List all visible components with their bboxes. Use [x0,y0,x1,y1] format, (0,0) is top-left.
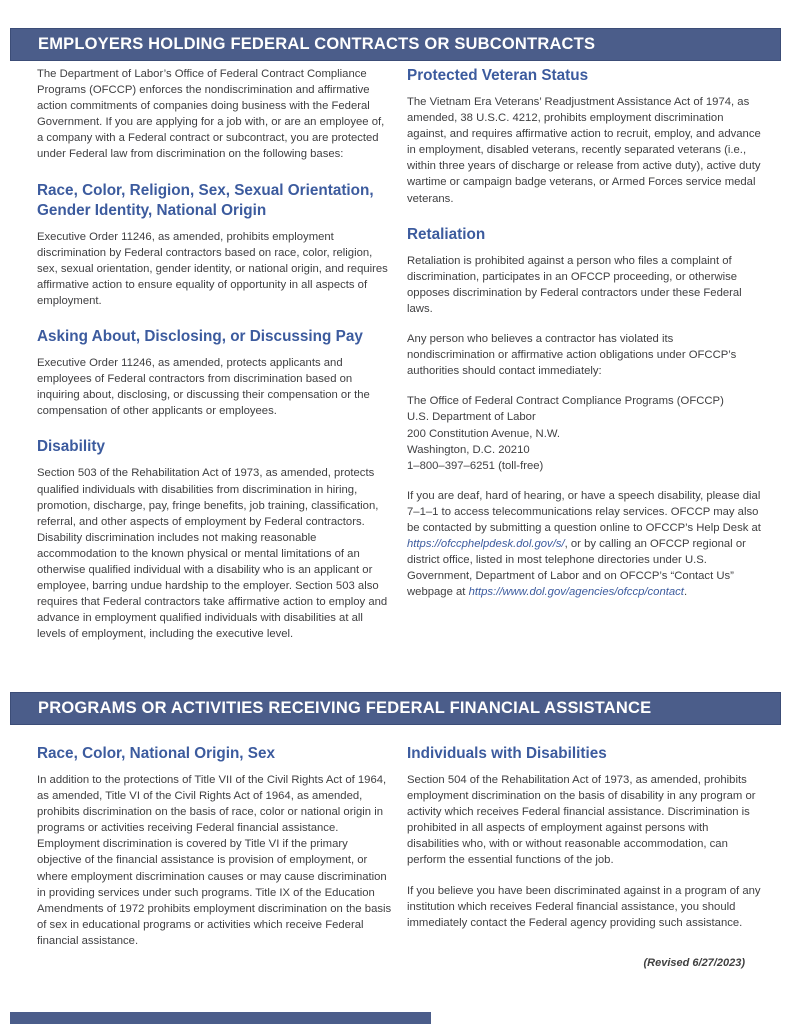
heading-race-color-national-origin-sex: Race, Color, National Origin, Sex [37,745,276,762]
paragraph-relay-services [407,488,763,601]
paragraph-eo11246-pay: Executive Order 11246, as amended, protects applicants and employees of Federal contractors from discrimination based on inquiring about, disclosing, or discussing their compensation or the compensation of other applicants or employees. [37,357,370,418]
federal-contracts-left-column [37,66,393,656]
banner-programs-federal-assistance [10,692,781,725]
contact-line-address: 200 Constitution Avenue, N.W. [407,427,561,440]
banner-employers-title: EMPLOYERS HOLDING FEDERAL CONTRACTS OR SUBCONTRACTS [38,35,596,53]
heading-protected-veteran-status: Protected Veteran Status [407,67,589,84]
banner-programs-title: PROGRAMS OR ACTIVITIES RECEIVING FEDERAL FINANCIAL ASSISTANCE [38,699,652,717]
section-federal-assistance [37,744,763,963]
relay-text-mid: , or by calling an OFCCP regional or district office, listed in most telephone directories under U.S. Government, Department of Labor and on OFCCP’s “Contact Us” webpage at [407,538,746,599]
paragraph-eo11246-discrimination: Executive Order 11246, as amended, prohibits employment discrimination by Federal contractors based on race, color, religion, sex, sexual orientation, gender identity, or national origin, and requires affirmative action to ensure equality of opportunity in all aspects of employment. [37,230,388,307]
paragraph-retaliation: Retaliation is prohibited against a person who files a complaint of discrimination, participates in an OFCCP proceeding, or otherwise opposes discrimination by Federal contractors under these Federal laws. [407,254,742,315]
federal-contracts-right-column [407,66,763,656]
cutoff-next-banner-strip [10,1012,431,1024]
heading-asking-about-pay: Asking About, Disclosing, or Discussing Pay [37,328,363,346]
paragraph-federal-agency-contact: If you believe you have been discriminated against in a program of any institution which receives Federal financial assistance, you should immediately contact the Federal agency providing such assistance. [407,884,761,929]
heading-race-color-religion: Race, Color, Religion, Sex, Sexual Orientation, Gender Identity, National Origin [37,181,374,219]
link-ofccp-helpdesk[interactable]: https://ofccphelpdesk.dol.gov/s/ [407,538,565,551]
federal-assistance-right-column [407,744,763,963]
section-federal-contracts [37,66,763,656]
paragraph-title-vi-title-ix: In addition to the protections of Title VII of the Civil Rights Act of 1964, as amended, Title VI of the Civil Rights Act of 1964, as amended, prohibits discrimination on the basis of race, color or national origin in programs or activities receiving Federal financial assistance. Employment discrimination is covered by Title VI if the primary objective of the financial assistance is provision of employment, or where employment discrimination causes or may cause discrimination in providing services under such programs. Title IX of the Education Amendments of 1972 prohibits employment discrimination on the basis of sex in educational programs or activities which receive Federal financial assistance. [37,774,392,947]
contact-line-city: Washington, D.C. 20210 [407,443,530,456]
relay-text-pre: If you are deaf, hard of hearing, or have a speech disability, please dial 7–1–1 to access telecommunications relay services. OFCCP may also be contacted by submitting a question online to OFCCP’s Help Desk at [407,489,761,534]
contact-line-department: U.S. Department of Labor [407,411,536,424]
contact-line-phone: 1–800–397–6251 (toll-free) [407,459,544,472]
ofccp-contact-block [407,393,763,473]
paragraph-ofccp-intro: The Department of Labor’s Office of Federal Contract Compliance Programs (OFCCP) enforces the nondiscrimination and affirmative action commitments of companies doing business with the Federal Government. If you are applying for a job with, or are an employee of, a company with a Federal contract or subcontract, you are protected under Federal law from discrimination on the following bases: [37,68,385,161]
federal-assistance-left-column [37,744,393,963]
paragraph-contact-intro: Any person who believes a contractor has violated its nondiscrimination or affirmative action obligations under OFCCP’s authorities should contact immediately: [407,333,737,378]
heading-retaliation: Retaliation [407,225,486,243]
link-ofccp-contact-page[interactable]: https://www.dol.gov/agencies/ofccp/contact [468,586,684,599]
revised-date: (Revised 6/27/2023) [643,957,745,969]
paragraph-vietnam-era-act: The Vietnam Era Veterans’ Readjustment Assistance Act of 1974, as amended, 38 U.S.C. 4212, prohibits employment discrimination against, and requires affirmative action to recruit, employ, and advance in employment, disabled veterans, recently separated veterans (i.e., within three years of discharge or release from active duty), active duty wartime or campaign badge veterans, or Armed Forces service medal veterans. [407,96,761,205]
relay-text-post: . [683,586,688,599]
banner-employers-federal-contracts [10,28,781,61]
paragraph-section503: Section 503 of the Rehabilitation Act of 1973, as amended, protects qualified individuals with disabilities from discrimination in hiring, promotion, discharge, pay, fringe benefits, job training, classification, referral, and other aspects of employment by Federal contractors. Disability discrimination includes not making reasonable accommodation to the known physical or mental limitations of an otherwise qualified individual with a disability who is an applicant or employee, barring undue hardship to the employer. Section 503 also requires that Federal contractors take affirmative action to employ and advance in employment qualified individuals with disabilities at all levels of employment, including the executive level. [37,467,388,641]
heading-individuals-with-disabilities: Individuals with Disabilities [407,745,607,762]
paragraph-section504: Section 504 of the Rehabilitation Act of 1973, as amended, prohibits employment discrimination on the basis of disability in any program or activity which receives Federal financial assistance. Discrimination is prohibited in all aspects of employment against persons with disabilities who, with or without reasonable accommodation, can perform the essential functions of the job. [407,774,756,867]
heading-disability: Disability [37,438,106,456]
contact-line-office: The Office of Federal Contract Compliance Programs (OFCCP) [407,395,724,408]
